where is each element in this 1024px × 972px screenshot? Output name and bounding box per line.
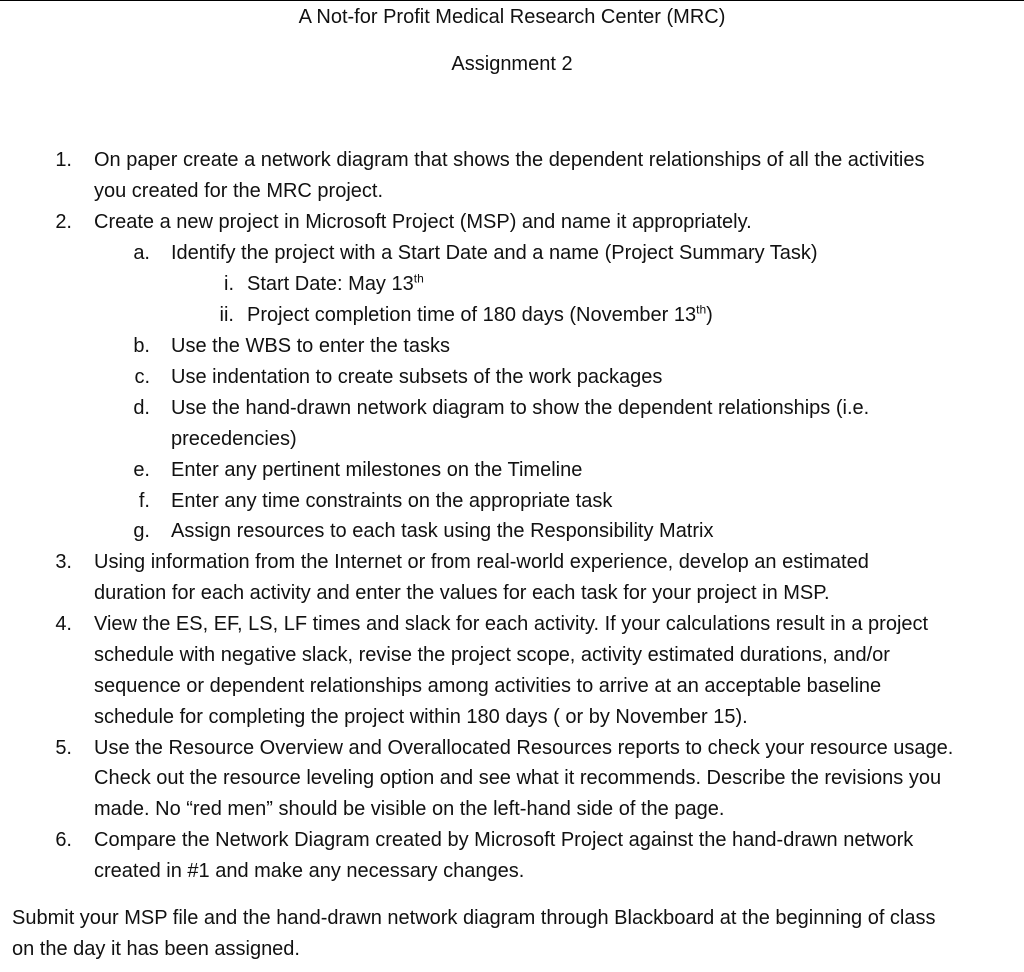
document-title: A Not-for Profit Medical Research Center (MRC) (298, 6, 726, 28)
submission-line-2: on the day it has been assigned. (12, 938, 300, 960)
item-2a-ii-text: Project completion time of 180 days (November 13th) (247, 302, 713, 326)
superscript: th (696, 302, 707, 317)
item-1-line-1: On paper create a network diagram that shows the dependent relationships of all the activities (94, 149, 925, 171)
item-2b-text: Use the WBS to enter the tasks (171, 335, 451, 357)
item-4-line-1: View the ES, EF, LS, LF times and slack for each activity. If your calculations result in a project (94, 613, 929, 635)
item-2a-i-numeral: i. (224, 273, 234, 295)
item-3-line-1: Using information from the Internet or from real-world experience, develop an estimated (94, 551, 869, 573)
item-2a-text: Identify the project with a Start Date and a name (Project Summary Task) (171, 242, 818, 264)
item-4-line-3: sequence or dependent relationships among activities to arrive at an acceptable baseline (94, 675, 882, 697)
item-1-line-2: you created for the MRC project. (94, 180, 384, 202)
item-2e-text: Enter any pertinent milestones on the Timeline (171, 459, 583, 481)
item-2-number: 2. (55, 211, 72, 233)
item-2b-letter: b. (133, 335, 150, 357)
item-2-line-1: Create a new project in Microsoft Project (MSP) and name it appropriately. (94, 211, 752, 233)
item-6-line-1: Compare the Network Diagram created by Microsoft Project against the hand-drawn network (94, 829, 914, 851)
item-1-number: 1. (55, 149, 72, 171)
item-2c-text: Use indentation to create subsets of the work packages (171, 366, 663, 388)
item-6-number: 6. (55, 829, 72, 851)
item-4-number: 4. (55, 613, 72, 635)
item-5-number: 5. (55, 737, 72, 759)
item-2d-line-2: precedencies) (171, 428, 297, 450)
top-rule (0, 0, 1024, 1)
item-5-line-3: made. No “red men” should be visible on the left-hand side of the page. (94, 798, 725, 820)
item-2e-letter: e. (133, 459, 150, 481)
item-2a-ii-numeral: ii. (219, 304, 234, 326)
item-3-number: 3. (55, 551, 72, 573)
item-6-line-2: created in #1 and make any necessary changes. (94, 860, 525, 882)
assignment-heading: Assignment 2 (451, 53, 573, 75)
item-2d-letter: d. (133, 397, 150, 419)
item-4-line-4: schedule for completing the project within 180 days ( or by November 15). (94, 706, 748, 728)
item-2d-line-1: Use the hand-drawn network diagram to show the dependent relationships (i.e. (171, 397, 870, 419)
superscript: th (413, 271, 424, 286)
item-2g-letter: g. (133, 520, 150, 542)
item-4-line-2: schedule with negative slack, revise the project scope, activity estimated durations, and/or (94, 644, 890, 666)
item-5-line-1: Use the Resource Overview and Overallocated Resources reports to check your resource usage. (94, 737, 954, 759)
item-2c-letter: c. (134, 366, 150, 388)
item-2a-letter: a. (133, 242, 150, 264)
item-2f-letter: f. (138, 490, 150, 512)
item-2g-text: Assign resources to each task using the Responsibility Matrix (171, 520, 714, 542)
item-5-line-2: Check out the resource leveling option and see what it recommends. Describe the revisions you (94, 767, 942, 789)
item-3-line-2: duration for each activity and enter the values for each task for your project in MSP. (94, 582, 830, 604)
item-2a-i-text: Start Date: May 13th (247, 271, 424, 295)
item-2f-text: Enter any time constraints on the appropriate task (171, 490, 613, 512)
submission-line-1: Submit your MSP file and the hand-drawn network diagram through Blackboard at the beginning of class (12, 907, 936, 929)
